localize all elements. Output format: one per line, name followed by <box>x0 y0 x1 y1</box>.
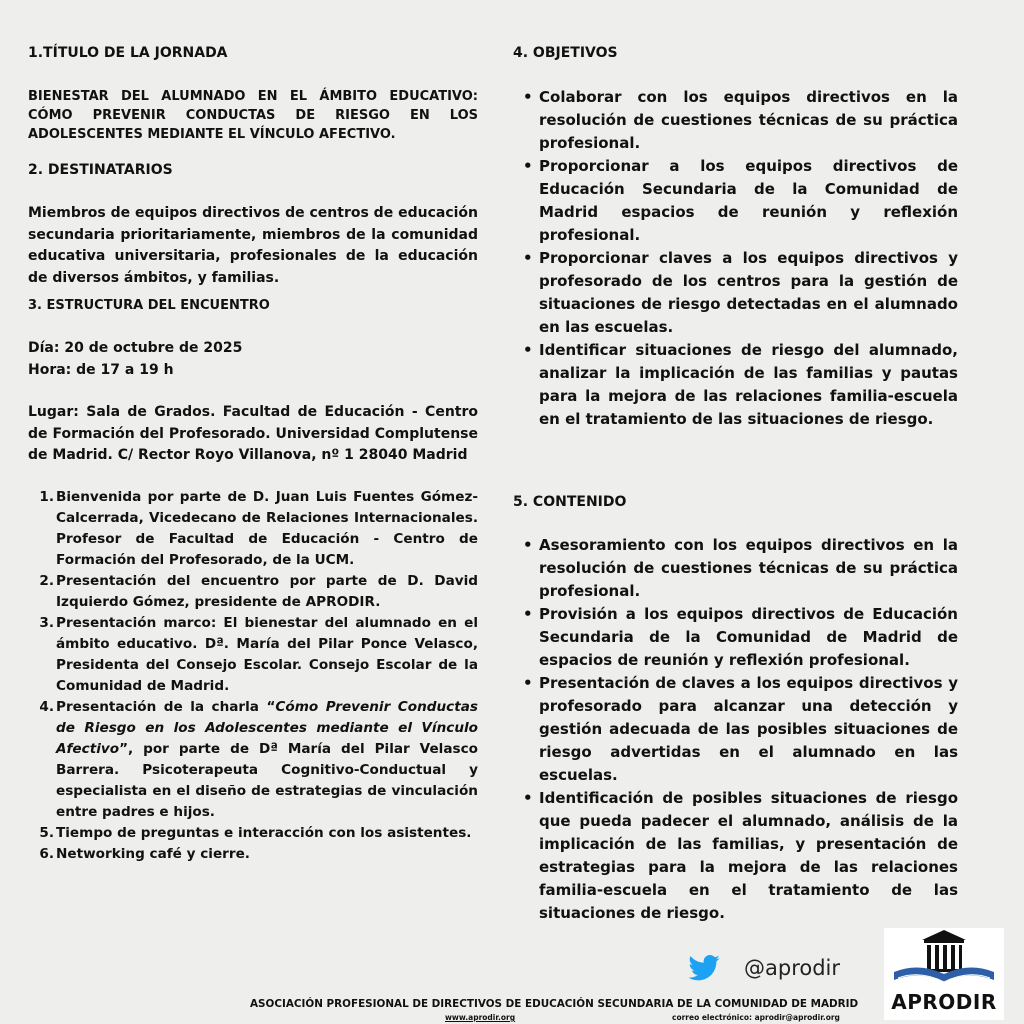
building-book-icon <box>884 928 1004 990</box>
aprodir-logo <box>884 928 1004 1020</box>
list-item: • Proporcionar a los equipos directivos de Educación Secundaria de la Comunidad de Madrid espacios de reunión y reflexión profesional. <box>523 157 958 244</box>
list-item: • Identificación de posibles situaciones de riesgo que pueda padecer el alumnado, análisis de la implicación de las familias, y presentación de estrategias para la mejora de las relaciones familia-escuela en el tratamiento de las situaciones de riesgo. <box>523 789 958 922</box>
footer-email[interactable]: correo electrónico: aprodir@aprodir.org <box>672 1013 840 1022</box>
talk-title: Cómo Prevenir Conductas de Riesgo en los Adolescentes mediante el Vínculo Afectivo <box>56 698 478 757</box>
event-date: Día: 20 de octubre de 2025 <box>28 340 243 356</box>
twitter-bird-icon <box>688 955 720 981</box>
agenda-item: 2. Presentación del encuentro por parte de D. David Izquierdo Gómez, presidente de APRODIR. <box>39 572 478 610</box>
list-item: • Asesoramiento con los equipos directivos en la resolución de cuestiones técnicas de su práctica profesional. <box>523 536 958 600</box>
list-item: • Identificar situaciones de riesgo del alumnado, analizar la implicación de las familias y pautas para la mejora de las relaciones familia-escuela en el tratamiento de las situaciones de riesgo. <box>523 341 958 428</box>
footer-web-link[interactable]: www.aprodir.org <box>445 1013 516 1022</box>
objectives-list <box>513 86 958 431</box>
audience-text: Miembros de equipos directivos de centros de educación secundaria prioritariamente, miembros de la comunidad educativa universitaria, profesionales de la educación de diversos ámbitos, y familias. <box>28 205 478 286</box>
agenda-list <box>28 487 478 865</box>
agenda-item: 5. Tiempo de preguntas e interacción con los asistentes. <box>39 824 472 841</box>
section5-heading: 5. CONTENIDO <box>513 494 627 510</box>
agenda-item: 4. Presentación de la charla “Cómo Prevenir Conductas de Riesgo en los Adolescentes mediante el Vínculo Afectivo”, por parte de Dª María del Pilar Velasco Barrera. Psicoterapeuta Cognitivo-Conductual y especialista en el diseño de estrategias de vinculación entre padres e hijos. <box>39 698 478 820</box>
footer-association: ASOCIACIÓN PROFESIONAL DE DIRECTIVOS DE EDUCACIÓN SECUNDARIA DE LA COMUNIDAD DE MADRID <box>250 998 859 1010</box>
agenda-item: 1. Bienvenida por parte de D. Juan Luis Fuentes Gómez-Calcerrada, Vicedecano de Relaciones Internacionales. Profesor de Facultad de Educación - Centro de Formación del Profesorado, de la UCM. <box>39 488 478 568</box>
agenda-item: 3. Presentación marco: El bienestar del alumnado en el ámbito educativo. Dª. María del Pilar Ponce Velasco, Presidenta del Consejo Escolar. Consejo Escolar de la Comunidad de Madrid. <box>39 614 478 694</box>
logo-text: APRODIR <box>891 990 997 1014</box>
social-handle[interactable] <box>688 955 840 981</box>
event-place: Lugar: Sala de Grados. Facultad de Educación - Centro de Formación del Profesorado. Universidad Complutense de Madrid. C/ Rector Royo Villanova, nº 1 28040 Madrid <box>28 404 478 463</box>
section2-heading: 2. DESTINATARIOS <box>28 162 173 178</box>
left-column <box>28 44 478 865</box>
event-title: BIENESTAR DEL ALUMNADO EN EL ÁMBITO EDUCATIVO: CÓMO PREVENIR CONDUCTAS DE RIESGO EN LOS ADOLESCENTES MEDIANTE EL VÍNCULO AFECTIVO. <box>28 89 478 142</box>
section3-heading: 3. ESTRUCTURA DEL ENCUENTRO <box>28 298 270 313</box>
list-item: • Colaborar con los equipos directivos en la resolución de cuestiones técnicas de su práctica profesional. <box>523 88 958 152</box>
list-item: • Proporcionar claves a los equipos directivos y profesorado de los centros para la gestión de situaciones de riesgo detectadas en el alumnado en las escuelas. <box>523 249 958 336</box>
section4-heading: 4. OBJETIVOS <box>513 45 618 61</box>
right-column <box>513 44 958 925</box>
event-time: Hora: de 17 a 19 h <box>28 361 174 378</box>
handle-text: @aprodir <box>744 956 841 980</box>
section1-heading: 1.TÍTULO DE LA JORNADA <box>28 45 228 61</box>
list-item: • Provisión a los equipos directivos de Educación Secundaria de la Comunidad de Madrid de espacios de reunión y reflexión profesional. <box>523 605 958 669</box>
list-item: • Presentación de claves a los equipos directivos y profesorado para alcanzar una detección y gestión adecuada de las posibles situaciones de riesgo advertidas en el alumnado en las escuelas. <box>523 674 958 784</box>
content-list <box>513 534 958 925</box>
agenda-item: 6. Networking café y cierre. <box>39 845 250 862</box>
